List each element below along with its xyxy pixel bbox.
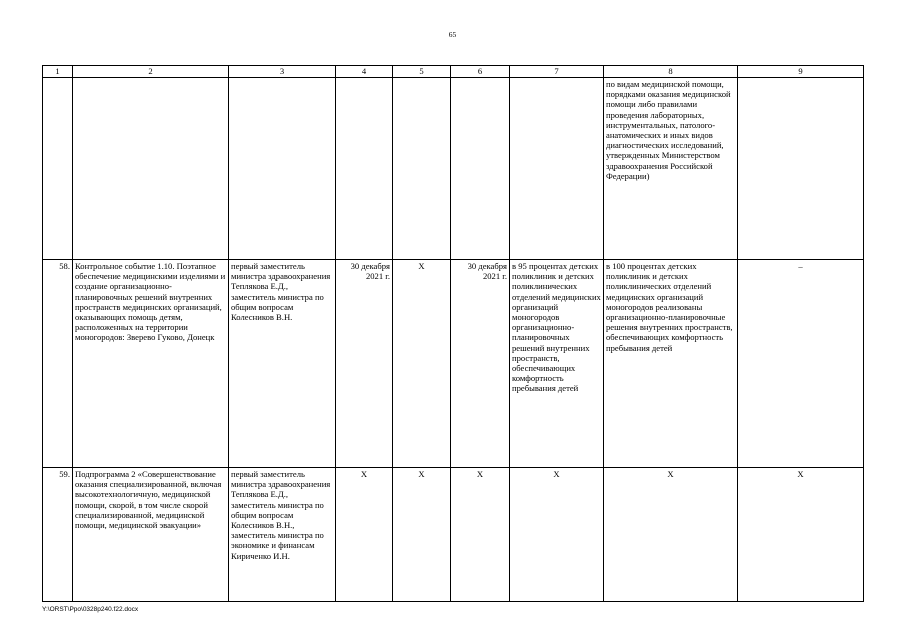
header-col-7: 7 [510, 66, 604, 78]
col7-value: Х [510, 468, 604, 602]
col8-value: в 100 процентах детских поликлиник и детских поликлинических отделений медицинских организаций моногородов реализованы организационно-планировочные решения внутренних пространств, обеспечивающих комфортность пребывания детей [604, 260, 738, 468]
continuation-row [43, 78, 864, 260]
continuation-col8: по видам медицинской помощи, порядками оказания медицинской помощи либо правилами проведения лабораторных, инструментальных, патолого-анатомических и иных видов диагностических исследований, утвержденных Министерством здравоохранения Российской Федерации) [604, 78, 738, 260]
header-col-1: 1 [43, 66, 73, 78]
header-col-5: 5 [393, 66, 451, 78]
col9-value: Х [738, 468, 864, 602]
col5-value: Х [393, 468, 451, 602]
responsible: первый заместитель министра здравоохранения Теплякова Е.Д., заместитель министра по общим вопросам Колесников В.Н. [229, 260, 336, 468]
header-col-8: 8 [604, 66, 738, 78]
start-date: 30 декабря 2021 г. [336, 260, 393, 468]
header-col-3: 3 [229, 66, 336, 78]
responsible: первый заместитель министра здравоохранения Теплякова Е.Д., заместитель министра по общим вопросам Колесников В.Н., заместитель министра по экономике и финансам Кириченко И.Н. [229, 468, 336, 602]
col5-value: Х [393, 260, 451, 468]
header-col-9: 9 [738, 66, 864, 78]
end-date: 30 декабря 2021 г. [451, 260, 510, 468]
header-col-6: 6 [451, 66, 510, 78]
measures-table [42, 65, 864, 602]
col7-value: в 95 процентах детских поликлиник и детских поликлинических отделений медицинских организаций моногородов организационно-планировочных решений внутренних пространств, обеспечивающих комфортность пребывания детей [510, 260, 604, 468]
start-date: Х [336, 468, 393, 602]
row-number: 59. [43, 468, 73, 602]
col9-value: – [738, 260, 864, 468]
end-date: Х [451, 468, 510, 602]
row-number: 58. [43, 260, 73, 468]
measure-name: Подпрограмма 2 «Совершенствование оказания специализированной, включая высокотехнологичную, медицинской помощи, скорой, в том числе скорой специализированной, медицинской помощи, медицинской эвакуации» [73, 468, 229, 602]
measure-name: Контрольное событие 1.10. Поэтапное обеспечение медицинскими изделиями и создание организационно-планировочных решений внутренних пространств медицинских организаций, оказывающих помощь детям, расположенных на территории моногородов: Зверево Гуково, Донецк [73, 260, 229, 468]
header-col-4: 4 [336, 66, 393, 78]
page-number: 65 [448, 30, 457, 39]
file-path-footer: Y:\ORST\Ppo\0328p240.f22.docx [42, 606, 139, 613]
col8-value: Х [604, 468, 738, 602]
table-row [43, 260, 864, 468]
table-row [43, 468, 864, 602]
header-row [43, 66, 864, 78]
header-col-2: 2 [73, 66, 229, 78]
